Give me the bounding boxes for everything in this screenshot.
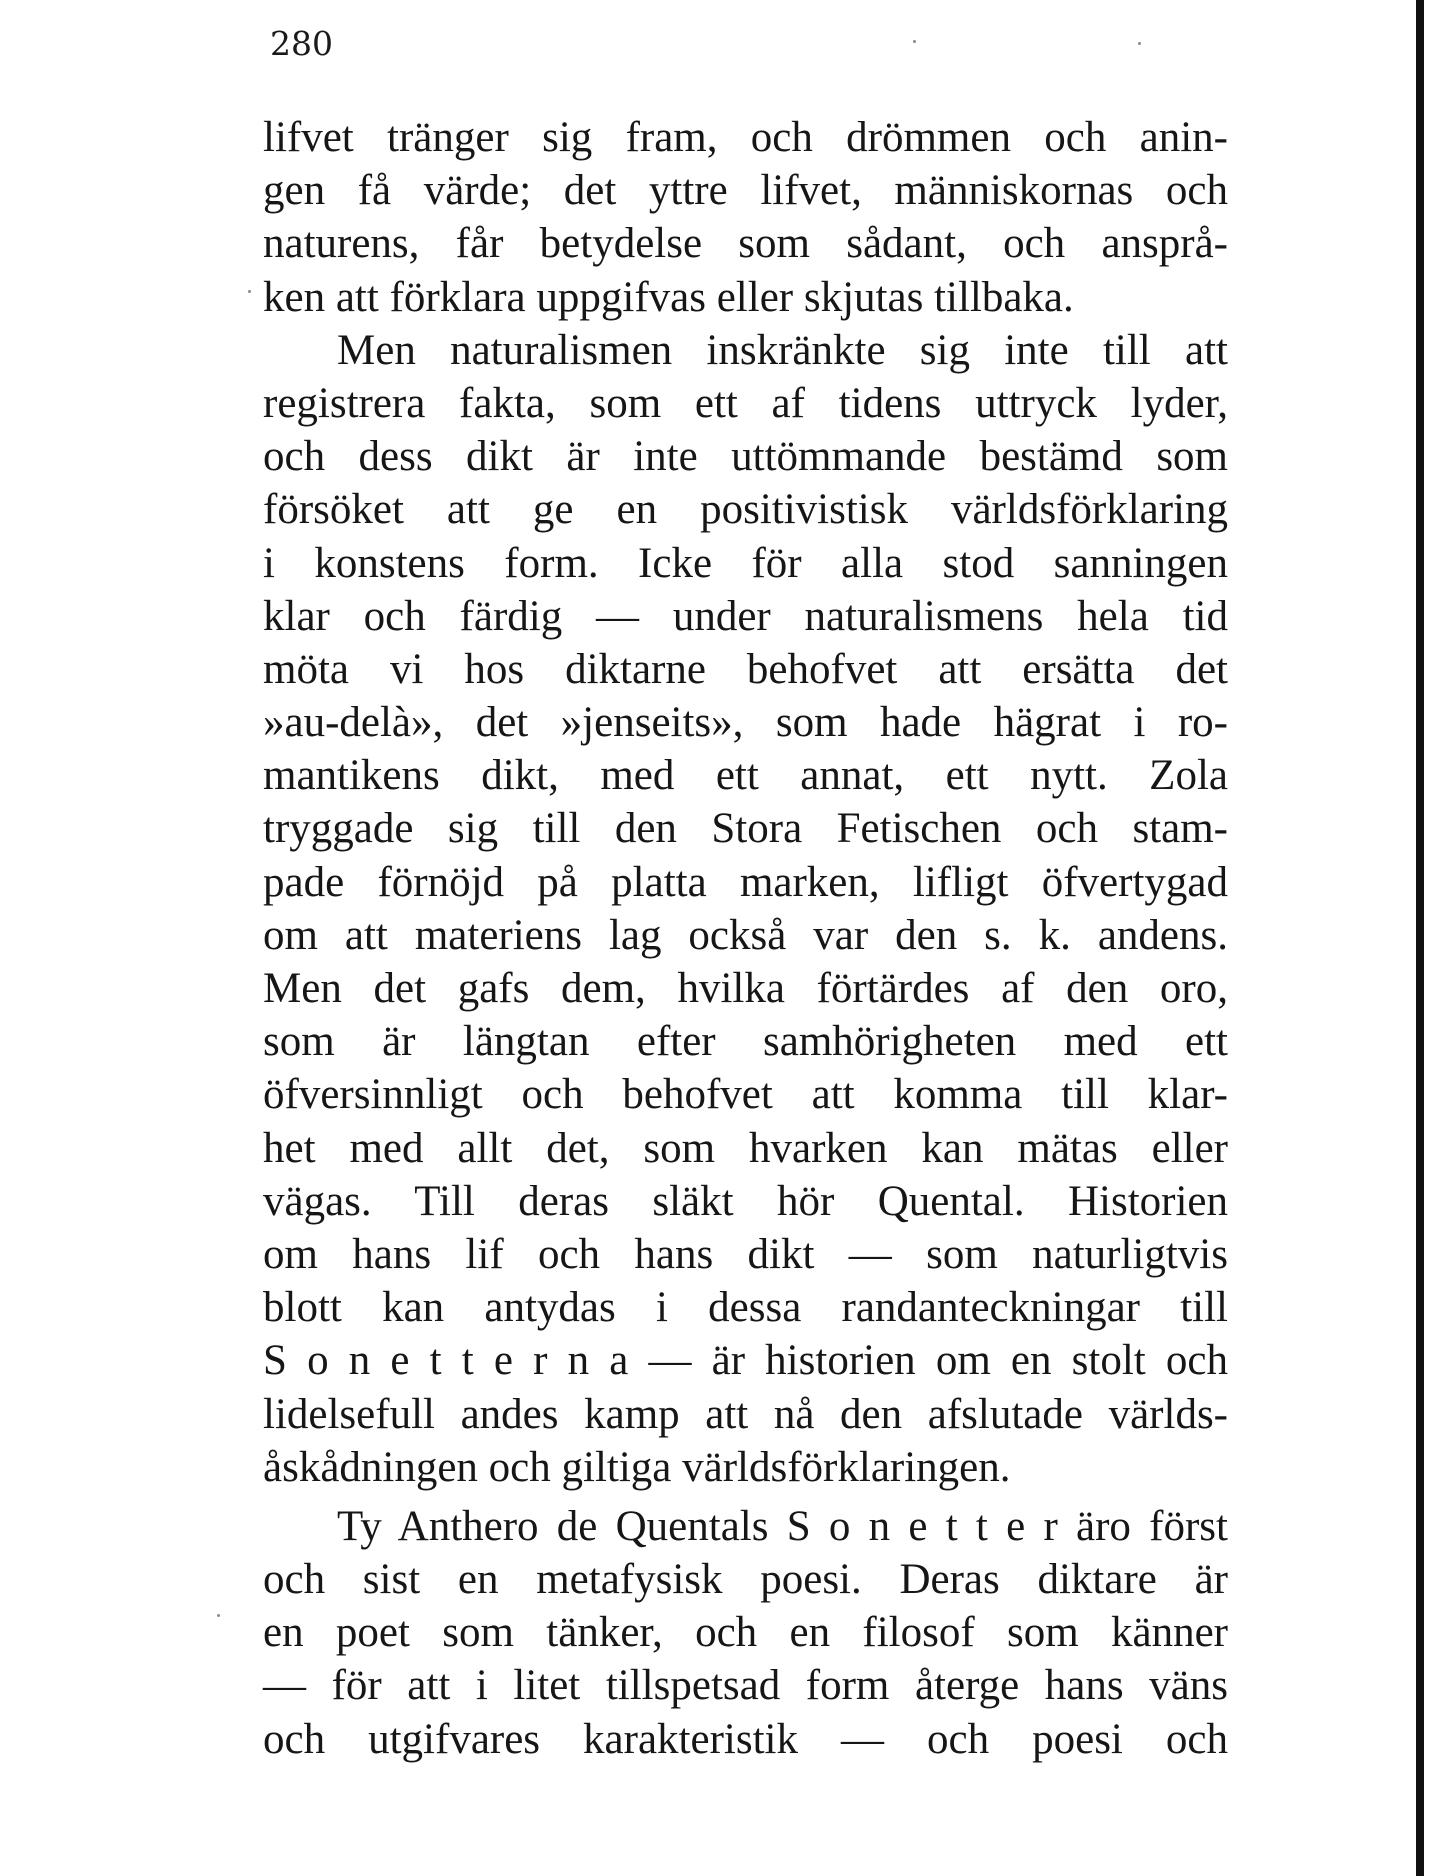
body-text (263, 111, 1228, 1766)
text-line: »au-delà», det »jenseits», som hade hägrat i ro- (263, 699, 1228, 747)
text-line: blott kan antydas i dessa randanteckningar till (263, 1284, 1228, 1332)
text-line: naturens, får betydelse som sådant, och ansprå- (263, 220, 1228, 268)
text-line: en poet som tänker, och en filosof som känner (263, 1609, 1228, 1657)
text-line: ken att förklara uppgifvas eller skjutas tillbaka. (263, 273, 1074, 321)
text-line: om att materiens lag också var den s. k. andens. (263, 911, 1228, 959)
text-line: möta vi hos diktarne behofvet att ersätta det (263, 645, 1228, 693)
text-line: klar och färdig — under naturalismens hela tid (263, 592, 1228, 640)
text-line: lidelsefull andes kamp att nå den afslutade världs- (263, 1390, 1228, 1438)
text-line: registrera fakta, som ett af tidens uttryck lyder, (263, 379, 1228, 427)
text-line: pade förnöjd på platta marken, lifligt öfvertygad (263, 858, 1228, 906)
text-line: het med allt det, som hvarken kan mätas eller (263, 1124, 1228, 1172)
text-line: i konstens form. Icke för alla stod sanningen (263, 539, 1228, 587)
text-line: S o n e t t e r n a — är historien om en stolt och (263, 1337, 1228, 1385)
text-line: Men naturalismen inskränkte sig inte till att (337, 326, 1228, 374)
text-line: lifvet tränger sig fram, och drömmen och anin- (263, 114, 1228, 161)
paper-speck (1138, 42, 1141, 45)
text-line: försöket att ge en positivistisk världsförklaring (263, 486, 1228, 534)
page-number: 280 (270, 24, 333, 63)
paper-speck (248, 290, 251, 293)
text-line: Ty Anthero de Quentals S o n e t t e r äro först (337, 1502, 1228, 1550)
paper-speck (913, 40, 916, 43)
text-line: tryggade sig till den Stora Fetischen och stam- (263, 805, 1228, 853)
text-line: vägas. Till deras släkt hör Quental. Historien (263, 1177, 1228, 1225)
text-line: åskådningen och giltiga världsförklaringen. (263, 1443, 1011, 1491)
text-line: — för att i litet tillspetsad form återge hans väns (263, 1662, 1228, 1710)
text-line: och utgifvares karakteristik — och poesi och (263, 1715, 1228, 1763)
text-line: mantikens dikt, med ett annat, ett nytt. Zola (263, 752, 1228, 800)
text-line: Men det gafs dem, hvilka förtärdes af den oro, (263, 965, 1228, 1012)
text-line: som är längtan efter samhörigheten med ett (263, 1018, 1228, 1066)
paper-speck (217, 1614, 220, 1617)
text-line: gen få värde; det yttre lifvet, människornas och (263, 167, 1228, 215)
text-line: om hans lif och hans dikt — som naturligtvis (263, 1230, 1228, 1278)
text-line: öfversinnligt och behofvet att komma till klar- (263, 1071, 1228, 1119)
text-line: och sist en metafysisk poesi. Deras diktare är (263, 1556, 1228, 1604)
page-edge-shadow (1416, 0, 1424, 1876)
text-line: och dess dikt är inte uttömmande bestämd som (263, 433, 1228, 481)
